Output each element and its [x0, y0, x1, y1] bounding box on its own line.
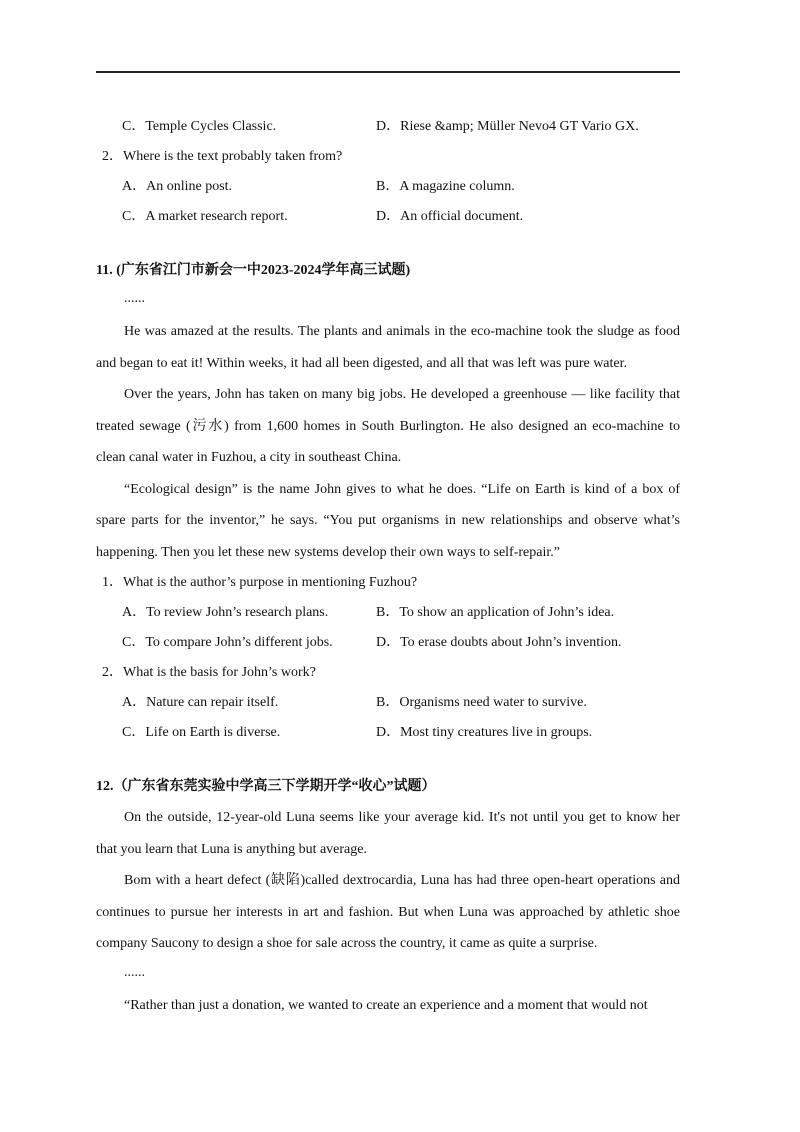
option-a: A．Nature can repair itself. — [122, 695, 279, 710]
q2-options-ab — [96, 172, 680, 202]
option-d: D．To erase doubts about John’s invention. — [376, 635, 622, 650]
paragraph: Over the years, John has taken on many big jobs. He developed a greenhouse — like facility that treated sewage (污水) from 1,600 homes in South Burlington. He also designed an eco-machine to clean canal water in Fuzhou, a city in southeast China. — [96, 387, 680, 465]
document-body — [96, 112, 680, 1021]
option-d: D．An official document. — [376, 209, 524, 224]
q2-options-cd — [96, 202, 680, 232]
section-11-heading: 11. (广东省江门市新会一中2023-2024学年高三试题) — [96, 263, 411, 278]
option-c: C．Temple Cycles Classic. — [122, 119, 277, 134]
paragraph: Bom with a heart defect (缺陷)called dextrocardia, Luna has had three open-heart operations and continues to pursue her interests in art and fashion. But when Luna was approached by athletic shoe company Saucony to design a shoe for sale across the country, it came as quite a surprise. — [96, 873, 680, 951]
question-1: 1．What is the author’s purpose in mentioning Fuzhou? — [102, 575, 418, 590]
paragraph: “Ecological design” is the name John gives to what he does. “Life on Earth is kind of a box of spare parts for the inventor,” he says. “You put organisms in new relationships and observe what’s happening. Then you let these new systems develop their own ways to self-repair.” — [96, 481, 680, 560]
question-2: 2．Where is the text probably taken from? — [102, 149, 343, 164]
ellipsis: ...... — [124, 964, 145, 980]
option-d: D．Riese &amp; Müller Nevo4 GT Vario GX. — [376, 119, 639, 134]
option-a: A．To review John’s research plans. — [122, 605, 329, 620]
q2-options-cd — [96, 718, 680, 748]
q2-options-ab — [96, 688, 680, 718]
paragraph: He was amazed at the results. The plants and animals in the eco-machine took the sludge as food and began to eat it! Within weeks, it had all been digested, and all that was left was pure water. — [96, 324, 680, 371]
q1-options-cd — [96, 628, 680, 658]
option-d: D．Most tiny creatures live in groups. — [376, 725, 593, 740]
option-c: C．A market research report. — [122, 209, 288, 224]
q1-options-cd — [96, 112, 680, 142]
option-b: B．A magazine column. — [376, 179, 515, 194]
section-12-heading: 12.（广东省东莞实验中学高三下学期开学“收心”试题） — [96, 779, 436, 794]
header-rule — [96, 71, 680, 73]
option-a: A．An online post. — [122, 179, 233, 194]
option-b: B．Organisms need water to survive. — [376, 695, 587, 710]
paragraph: “Rather than just a donation, we wanted to create an experience and a moment that would not — [124, 997, 648, 1013]
option-c: C．Life on Earth is diverse. — [122, 725, 281, 740]
option-c: C．To compare John’s different jobs. — [122, 635, 333, 650]
question-2: 2．What is the basis for John’s work? — [102, 665, 316, 680]
q1-options-ab — [96, 598, 680, 628]
ellipsis: ...... — [124, 291, 145, 306]
paragraph: On the outside, 12-year-old Luna seems like your average kid. It's not until you get to know her that you learn that Luna is anything but average. — [96, 810, 680, 857]
option-b: B．To show an application of John’s idea. — [376, 605, 615, 620]
